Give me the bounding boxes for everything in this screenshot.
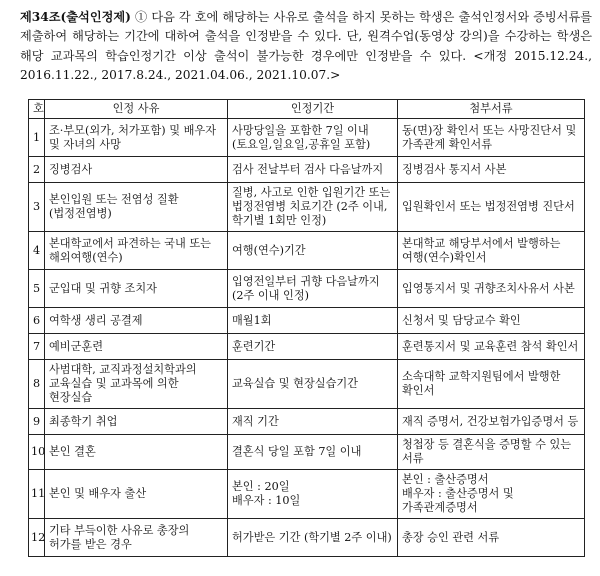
row-number: 5	[29, 270, 45, 308]
table-row	[29, 519, 585, 557]
row-reason: 여학생 생리 공결제	[45, 308, 228, 334]
row-number: 2	[29, 157, 45, 183]
row-period: 입영전일부터 귀향 다음날까지 (2주 이내 인정)	[228, 270, 398, 308]
row-period: 여행(연수)기간	[228, 232, 398, 270]
header-period: 인정기간	[228, 100, 398, 119]
header-reason: 인정 사유	[45, 100, 228, 119]
row-number: 8	[29, 360, 45, 409]
row-documents: 총장 승인 관련 서류	[398, 519, 585, 557]
table-row	[29, 409, 585, 435]
table-row	[29, 308, 585, 334]
table-row	[29, 183, 585, 232]
article-paragraph	[20, 8, 592, 85]
table-row	[29, 232, 585, 270]
row-reason: 본대학교에서 파견하는 국내 또는 해외여행(연수)	[45, 232, 228, 270]
row-documents: 징병검사 통지서 사본	[398, 157, 585, 183]
table-row	[29, 360, 585, 409]
row-period: 사망당일을 포함한 7일 이내 (토요일,일요일,공휴일 포함)	[228, 119, 398, 157]
table-row	[29, 119, 585, 157]
row-documents: 동(면)장 확인서 또는 사망진단서 및 가족관계 확인서류	[398, 119, 585, 157]
table-header-row	[29, 100, 585, 119]
article-title: 제34조(출석인정제)	[20, 10, 131, 24]
row-number: 10	[29, 435, 45, 470]
article-amendment: <개정 2015.12.24., 2016.11.22., 2017.8.24., 2021.04.06., 2021.10.07.>	[20, 48, 592, 82]
row-documents: 신청서 및 담당교수 확인	[398, 308, 585, 334]
row-reason: 본인 및 배우자 출산	[45, 470, 228, 519]
row-reason: 본인 결혼	[45, 435, 228, 470]
row-reason: 군입대 및 귀향 조치자	[45, 270, 228, 308]
row-documents: 소속대학 교학지원팀에서 발행한 확인서	[398, 360, 585, 409]
row-period: 허가받은 기간 (학기별 2주 이내)	[228, 519, 398, 557]
header-documents: 첨부서류	[398, 100, 585, 119]
row-reason: 조·부모(외가, 처가포함) 및 배우자 및 자녀의 사망	[45, 119, 228, 157]
row-number: 11	[29, 470, 45, 519]
row-reason: 본인입원 또는 전염성 질환 (법정전염병)	[45, 183, 228, 232]
row-documents: 청첩장 등 결혼식을 증명할 수 있는 서류	[398, 435, 585, 470]
attendance-recognition-table	[28, 99, 585, 557]
row-number: 7	[29, 334, 45, 360]
table-row	[29, 157, 585, 183]
row-period: 교육실습 및 현장실습기간	[228, 360, 398, 409]
row-reason: 징병검사	[45, 157, 228, 183]
header-no: 호	[29, 100, 45, 119]
table-row	[29, 270, 585, 308]
row-documents: 입영통지서 및 귀향조치사유서 사본	[398, 270, 585, 308]
article-body: ① 다음 각 호에 해당하는 사유로 출석을 하지 못하는 학생은 출석인정서와 증빙서류를 제출하여 해당하는 기간에 대하여 출석을 인정받을 수 있다. 단, 원격수업(동영상 강의)을 수강하는 학생은 해당 교과목의 학습인정기간 이상 출석이 불가능한 경우에만 인정받을 수 있다.	[20, 10, 593, 63]
row-documents: 입원확인서 또는 법정전염병 진단서	[398, 183, 585, 232]
row-number: 3	[29, 183, 45, 232]
row-number: 9	[29, 409, 45, 435]
row-number: 1	[29, 119, 45, 157]
row-documents: 훈련통지서 및 교육훈련 참석 확인서	[398, 334, 585, 360]
row-period: 검사 전날부터 검사 다음날까지	[228, 157, 398, 183]
row-number: 12	[29, 519, 45, 557]
row-period: 훈련기간	[228, 334, 398, 360]
row-period: 재직 기간	[228, 409, 398, 435]
row-reason: 사범대학, 교직과정설치학과의 교육실습 및 교과목에 의한 현장실습	[45, 360, 228, 409]
row-documents: 본대학교 해당부서에서 발행하는 여행(연수)확인서	[398, 232, 585, 270]
row-period: 매월1회	[228, 308, 398, 334]
row-period: 본인 : 20일 배우자 : 10일	[228, 470, 398, 519]
table-row	[29, 470, 585, 519]
row-documents: 본인 : 출산증명서 배우자 : 출산증명서 및 가족관계증명서	[398, 470, 585, 519]
row-reason: 최종학기 취업	[45, 409, 228, 435]
table-row	[29, 334, 585, 360]
row-documents: 재직 증명서, 건강보험가입증명서 등	[398, 409, 585, 435]
row-period: 결혼식 당일 포함 7일 이내	[228, 435, 398, 470]
row-reason: 기타 부득이한 사유로 총장의 허가를 받은 경우	[45, 519, 228, 557]
row-reason: 예비군훈련	[45, 334, 228, 360]
table-row	[29, 435, 585, 470]
row-period: 질병, 사고로 인한 입원기간 또는 법정전염병 치료기간 (2주 이내, 학기별 1회만 인정)	[228, 183, 398, 232]
row-number: 6	[29, 308, 45, 334]
row-number: 4	[29, 232, 45, 270]
